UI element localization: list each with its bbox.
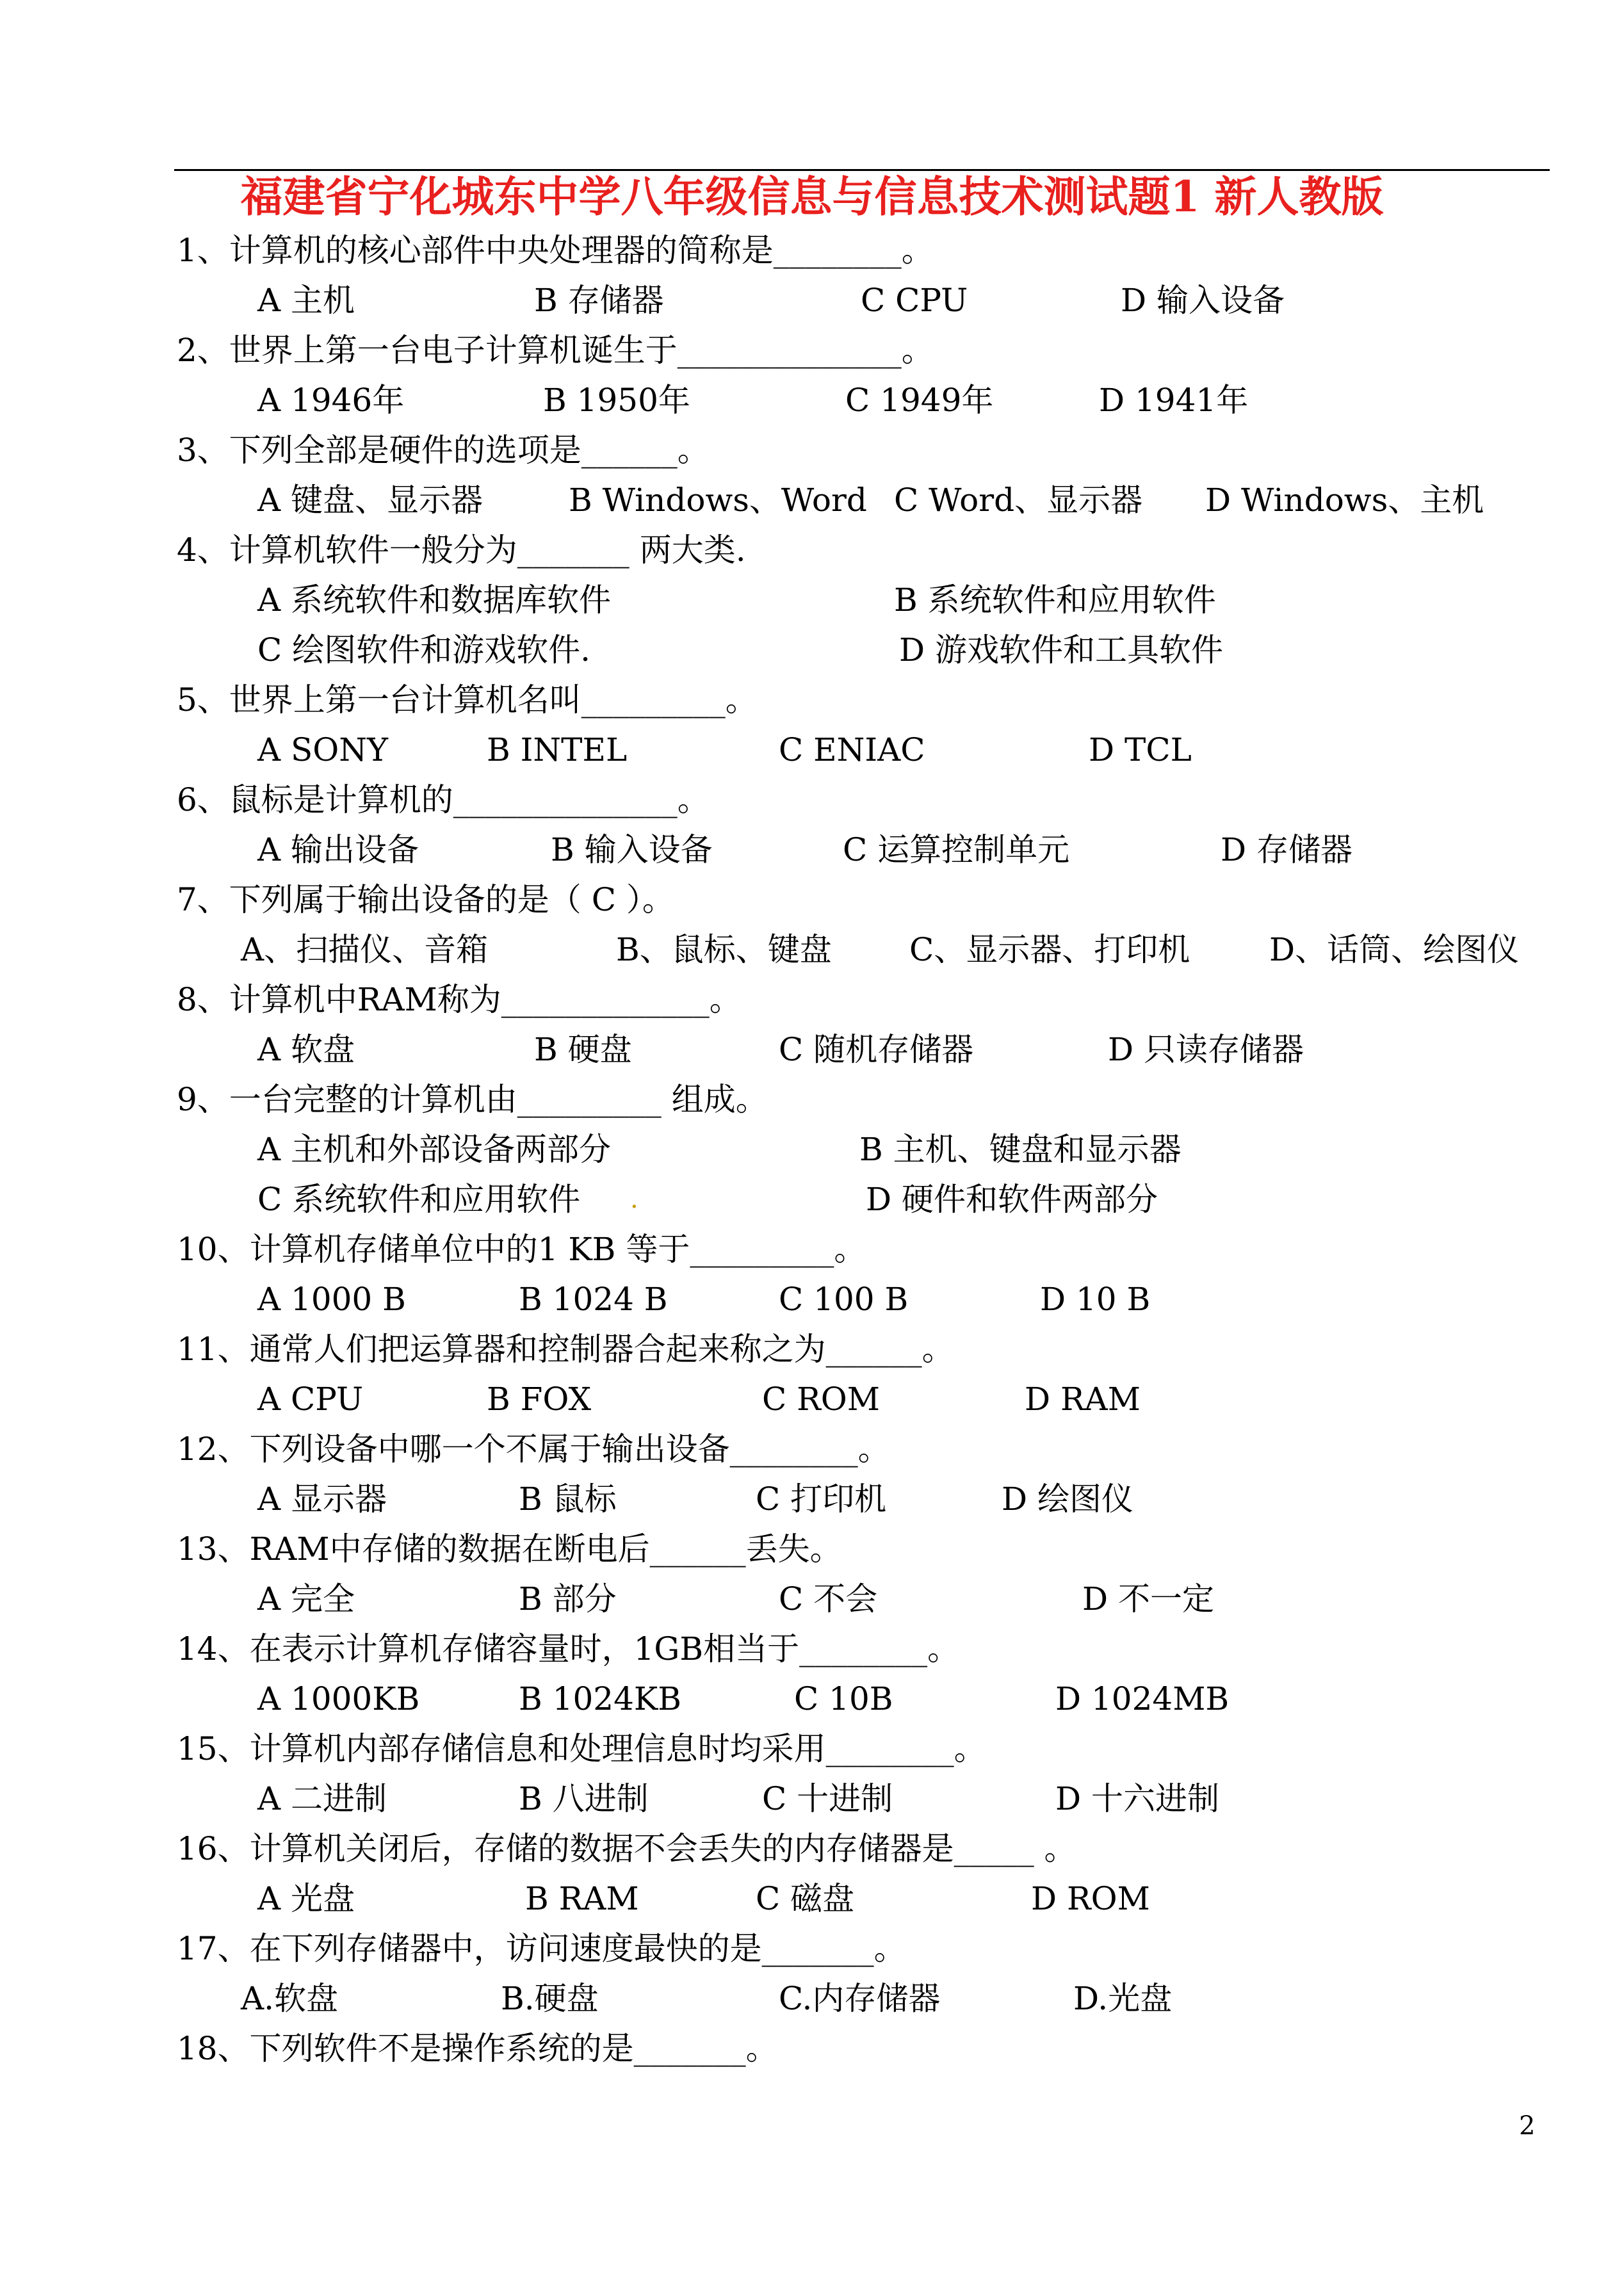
question-13 xyxy=(0,1527,1624,1571)
question-2 xyxy=(0,328,1624,373)
option-c: C 十进制 xyxy=(762,1780,893,1817)
option-d: D 硬件和软件两部分 xyxy=(866,1181,1158,1218)
option-a: A 1946年 xyxy=(257,382,405,419)
option-c: C 系统软件和应用软件 xyxy=(257,1181,581,1218)
option-b: B 存储器 xyxy=(534,282,664,319)
question-3-options xyxy=(0,478,1624,523)
question-14-options xyxy=(0,1676,1624,1721)
option-c: C ROM xyxy=(762,1381,880,1418)
option-a: A、扫描仪、音箱 xyxy=(241,931,489,968)
option-c: C 不会 xyxy=(779,1580,878,1618)
question-4 xyxy=(0,528,1624,572)
question-1-options xyxy=(0,278,1624,323)
option-d: D 存储器 xyxy=(1221,831,1352,868)
option-a: A 键盘、显示器 xyxy=(257,482,483,519)
question-16 xyxy=(0,1826,1624,1871)
option-c: C 1949年 xyxy=(845,382,994,419)
option-d: D 10 B xyxy=(1040,1281,1151,1318)
option-c: C Word、显示器 xyxy=(894,482,1143,519)
question-12 xyxy=(0,1427,1624,1472)
option-b: B 主机、键盘和显示器 xyxy=(859,1131,1181,1168)
option-b: B.硬盘 xyxy=(501,1980,599,2017)
option-b: B、鼠标、键盘 xyxy=(616,931,832,968)
question-6-options xyxy=(0,827,1624,872)
option-d: D 游戏软件和工具软件 xyxy=(899,631,1223,669)
option-a: A 系统软件和数据库软件 xyxy=(257,581,612,619)
question-text: 8、计算机中RAM称为_____________。 xyxy=(177,981,742,1018)
option-b: B 1024KB xyxy=(519,1680,681,1717)
option-d: D、话筒、绘图仪 xyxy=(1269,931,1520,968)
question-text: 13、RAM中存储的数据在断电后______丢失。 xyxy=(177,1530,842,1568)
question-9-options-row1 xyxy=(0,1127,1624,1172)
option-d: D 不一定 xyxy=(1082,1580,1214,1618)
option-d: D 输入设备 xyxy=(1121,282,1285,319)
option-a: A 主机 xyxy=(257,282,355,319)
question-4-options-row2 xyxy=(0,628,1624,672)
option-a: A.软盘 xyxy=(241,1980,339,2017)
question-15 xyxy=(0,1726,1624,1771)
option-d: D 只读存储器 xyxy=(1108,1031,1304,1068)
question-text: 12、下列设备中哪一个不属于输出设备________。 xyxy=(177,1431,890,1468)
question-10-options xyxy=(0,1277,1624,1322)
question-text: 16、计算机关闭后，存储的数据不会丢失的内存储器是_____ 。 xyxy=(177,1830,1076,1867)
question-text: 6、鼠标是计算机的______________。 xyxy=(177,781,710,818)
question-7-options xyxy=(0,927,1624,972)
question-17-options xyxy=(0,1976,1624,2021)
option-c: C.内存储器 xyxy=(779,1980,941,2017)
option-c: C 运算控制单元 xyxy=(843,831,1070,868)
option-a: A 1000 B xyxy=(257,1281,406,1318)
option-d: D 1941年 xyxy=(1099,382,1249,419)
question-text: 9、一台完整的计算机由_________ 组成。 xyxy=(177,1081,768,1118)
option-d: D ROM xyxy=(1031,1880,1150,1917)
question-text: 2、世界上第一台电子计算机诞生于______________。 xyxy=(177,332,934,369)
option-a: A 1000KB xyxy=(257,1680,420,1717)
option-a: A CPU xyxy=(257,1381,364,1418)
question-6 xyxy=(0,777,1624,822)
question-5 xyxy=(0,677,1624,722)
option-c: C 打印机 xyxy=(756,1480,887,1518)
question-text: 5、世界上第一台计算机名叫_________。 xyxy=(177,681,758,718)
option-c: C 10B xyxy=(794,1680,893,1717)
question-8-options xyxy=(0,1027,1624,1072)
question-8 xyxy=(0,977,1624,1022)
question-11-options xyxy=(0,1377,1624,1422)
option-c: C 随机存储器 xyxy=(779,1031,974,1068)
option-a: A 软盘 xyxy=(257,1031,355,1068)
option-b: B INTEL xyxy=(487,731,628,768)
question-5-options xyxy=(0,727,1624,772)
option-c: C、显示器、打印机 xyxy=(909,931,1190,968)
question-16-options xyxy=(0,1876,1624,1921)
option-b: B 1950年 xyxy=(543,382,690,419)
option-a: A 完全 xyxy=(257,1580,355,1618)
question-14 xyxy=(0,1626,1624,1671)
question-12-options xyxy=(0,1477,1624,1521)
option-a: A 二进制 xyxy=(257,1780,387,1817)
option-d: D 十六进制 xyxy=(1055,1780,1219,1817)
option-c: C ENIAC xyxy=(779,731,925,768)
question-1 xyxy=(0,228,1624,273)
question-9-options-row2 xyxy=(0,1177,1624,1222)
option-b: B 1024 B xyxy=(519,1281,668,1318)
option-d: D.光盘 xyxy=(1073,1980,1173,2017)
option-a: A 光盘 xyxy=(257,1880,355,1917)
question-text: 18、下列软件不是操作系统的是_______。 xyxy=(177,2030,778,2067)
question-17 xyxy=(0,1926,1624,1971)
option-b: B 硬盘 xyxy=(534,1031,632,1068)
question-10 xyxy=(0,1227,1624,1272)
question-11 xyxy=(0,1327,1624,1372)
option-b: B 输入设备 xyxy=(551,831,713,868)
stray-dot: . xyxy=(630,1185,638,1214)
question-text: 10、计算机存储单位中的1 KB 等于_________。 xyxy=(177,1231,866,1268)
question-text: 3、下列全部是硬件的选项是______。 xyxy=(177,432,710,469)
option-d: D TCL xyxy=(1089,731,1192,768)
option-a: A 主机和外部设备两部分 xyxy=(257,1131,612,1168)
option-b: B FOX xyxy=(487,1381,592,1418)
option-a: A 输出设备 xyxy=(257,831,419,868)
option-b: B 八进制 xyxy=(519,1780,649,1817)
option-c: C 100 B xyxy=(779,1281,909,1318)
option-b: B Windows、Word xyxy=(569,482,867,519)
question-text: 15、计算机内部存储信息和处理信息时均采用________。 xyxy=(177,1730,986,1767)
option-c: C CPU xyxy=(861,282,968,319)
question-7 xyxy=(0,877,1624,922)
option-c: C 绘图软件和游戏软件. xyxy=(257,631,591,669)
question-9 xyxy=(0,1077,1624,1122)
page-number: 2 xyxy=(1519,2111,1536,2141)
option-b: B 部分 xyxy=(519,1580,617,1618)
question-2-options xyxy=(0,378,1624,423)
page-title: 福建省宁化城东中学八年级信息与信息技术测试题1 新人教版 xyxy=(240,172,1384,222)
option-c: C 磁盘 xyxy=(756,1880,855,1917)
option-b: B RAM xyxy=(525,1880,639,1917)
option-a: A SONY xyxy=(257,731,389,768)
question-15-options xyxy=(0,1776,1624,1821)
question-text: 7、下列属于输出设备的是（ C ）。 xyxy=(177,881,674,918)
question-18 xyxy=(0,2026,1624,2071)
option-b: B 系统软件和应用软件 xyxy=(894,581,1216,619)
question-4-options-row1 xyxy=(0,578,1624,622)
option-d: D Windows、主机 xyxy=(1205,482,1484,519)
option-d: D RAM xyxy=(1025,1381,1141,1418)
option-d: D 1024MB xyxy=(1055,1680,1230,1717)
question-text: 11、通常人们把运算器和控制器合起来称之为______。 xyxy=(177,1331,954,1368)
option-a: A 显示器 xyxy=(257,1480,387,1518)
option-d: D 绘图仪 xyxy=(1002,1480,1133,1518)
question-text: 17、在下列存储器中，访问速度最快的是_______。 xyxy=(177,1930,906,1967)
question-text: 4、计算机软件一般分为_______ 两大类. xyxy=(177,531,746,569)
question-text: 1、计算机的核心部件中央处理器的简称是________。 xyxy=(177,232,934,269)
question-3 xyxy=(0,428,1624,473)
question-text: 14、在表示计算机存储容量时，1GB相当于________。 xyxy=(177,1630,960,1667)
question-13-options xyxy=(0,1577,1624,1621)
option-b: B 鼠标 xyxy=(519,1480,617,1518)
